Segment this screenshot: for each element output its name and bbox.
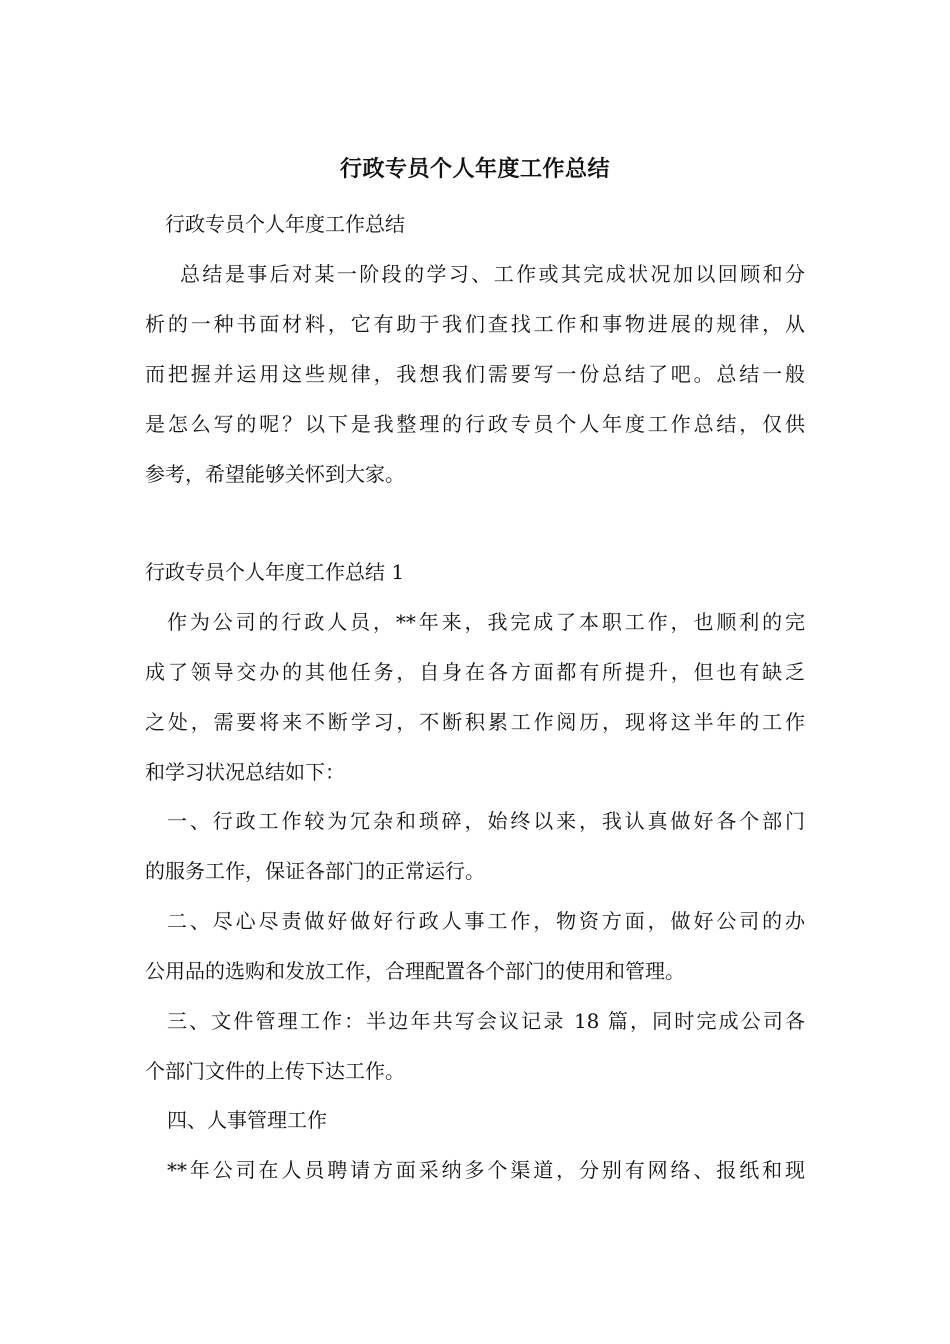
paragraph-line: 的服务工作，保证各部门的正常运行。 (145, 859, 485, 883)
document-title: 行政专员个人年度工作总结 (339, 156, 610, 182)
paragraph-line: 参考，希望能够关怀到大家。 (145, 462, 405, 486)
paragraph-line: 作为公司的行政人员，**年来，我完成了本职工作，也顺利的完 (167, 610, 805, 634)
paragraph-line: 个部门文件的上传下达工作。 (145, 1059, 405, 1083)
paragraph-line: 一、行政工作较为冗杂和琐碎，始终以来，我认真做好各个部门 (167, 809, 805, 833)
paragraph-line: 而把握并运用这些规律，我想我们需要写一份总结了吧。总结一般 (145, 362, 805, 386)
section-heading: 行政专员个人年度工作总结 1 (145, 560, 405, 584)
paragraph-line: 之处，需要将来不断学习，不断积累工作阅历，现将这半年的工作 (145, 710, 805, 734)
paragraph-line: 二、尽心尽责做好做好行政人事工作，物资方面，做好公司的办 (167, 909, 805, 933)
paragraph-line: 公用品的选购和发放工作，合理配置各个部门的使用和管理。 (145, 959, 685, 983)
paragraph-line: 成了领导交办的其他任务，自身在各方面都有所提升，但也有缺乏 (145, 660, 805, 684)
paragraph-line: 析的一种书面材料，它有助于我们查找工作和事物进展的规律，从 (145, 312, 805, 336)
paragraph-line: 总结是事后对某一阶段的学习、工作或其完成状况加以回顾和分 (180, 262, 805, 286)
paragraph-line: 是怎么写的呢？以下是我整理的行政专员个人年度工作总结，仅供 (145, 412, 805, 436)
subtitle-line: 行政专员个人年度工作总结 (165, 212, 405, 236)
paragraph-line: 和学习状况总结如下： (145, 760, 345, 784)
paragraph-line: 三、文件管理工作：半边年共写会议记录 18 篇，同时完成公司各 (167, 1009, 805, 1033)
paragraph-line: **年公司在人员聘请方面采纳多个渠道，分别有网络、报纸和现 (167, 1158, 805, 1182)
section-heading: 四、人事管理工作 (167, 1108, 327, 1132)
